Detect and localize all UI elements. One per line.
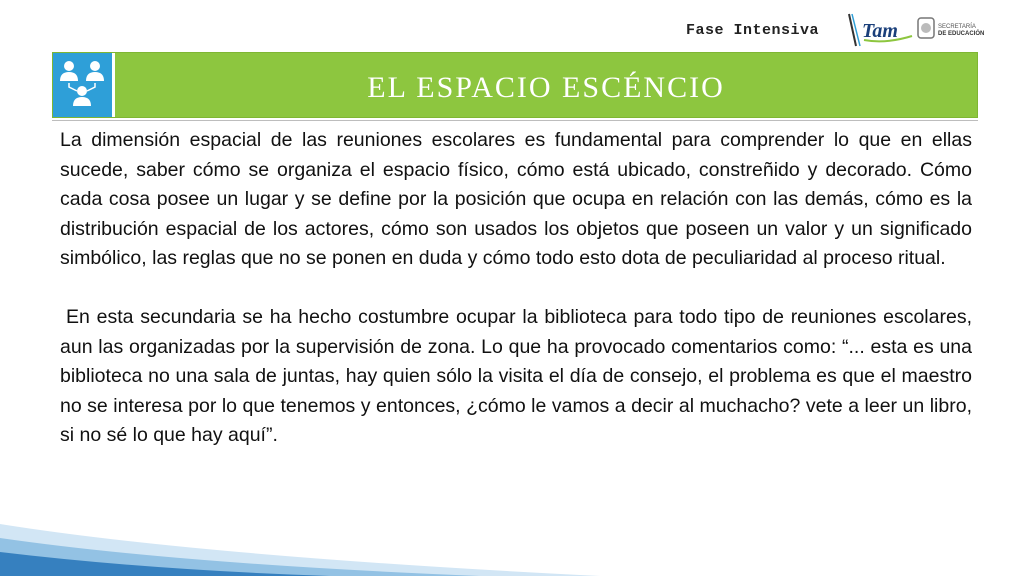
paragraph-2: En esta secundaria se ha hecho costumbre ocupar la biblioteca para todo tipo de reuniones escolares, aun las organizadas por la supervisión de zona. Lo que ha provocado comentarios como: “... esta es una biblioteca no una sala de juntas, hay quien sólo la visita el día de consejo, el problema es que el maestro no se interesa por lo que tenemos y entonces, ¿cómo le vamos a decir al muchacho? vete a leer un libro, si no sé lo que hay aquí”. <box>60 306 972 446</box>
body-text <box>60 126 972 451</box>
tamaulipas-logo <box>846 10 916 50</box>
sep-logo-text: SECRETARÍA DE EDUCACIÓN <box>938 24 985 37</box>
corner-swoosh-decoration <box>0 516 600 576</box>
paragraph-1: La dimensión espacial de las reuniones escolares es fundamental para comprender lo que en ellas sucede, saber cómo se organiza el espacio físico, cómo está ubicado, constreñido y decorado. Cómo cada cosa posee un lugar y se define por la posición que ocupa en relación con las demás, cómo es la distribución espacial de los actores, cómo son usados los objetos que poseen un valor y un significado simbólico, las reglas que no se ponen en duda y cómo todo esto dota de peculiaridad al proceso ritual. <box>60 129 972 269</box>
header-logos <box>846 10 986 50</box>
tam-logo-text: Tam <box>862 20 898 42</box>
header-label: Fase Intensiva <box>686 22 820 39</box>
people-network-icon <box>53 53 115 117</box>
page-title: EL ESPACIO ESCÉNCIO <box>367 71 725 104</box>
title-bar <box>52 52 978 118</box>
sep-logo <box>916 16 986 46</box>
seal-icon <box>916 16 936 40</box>
divider <box>52 120 978 121</box>
